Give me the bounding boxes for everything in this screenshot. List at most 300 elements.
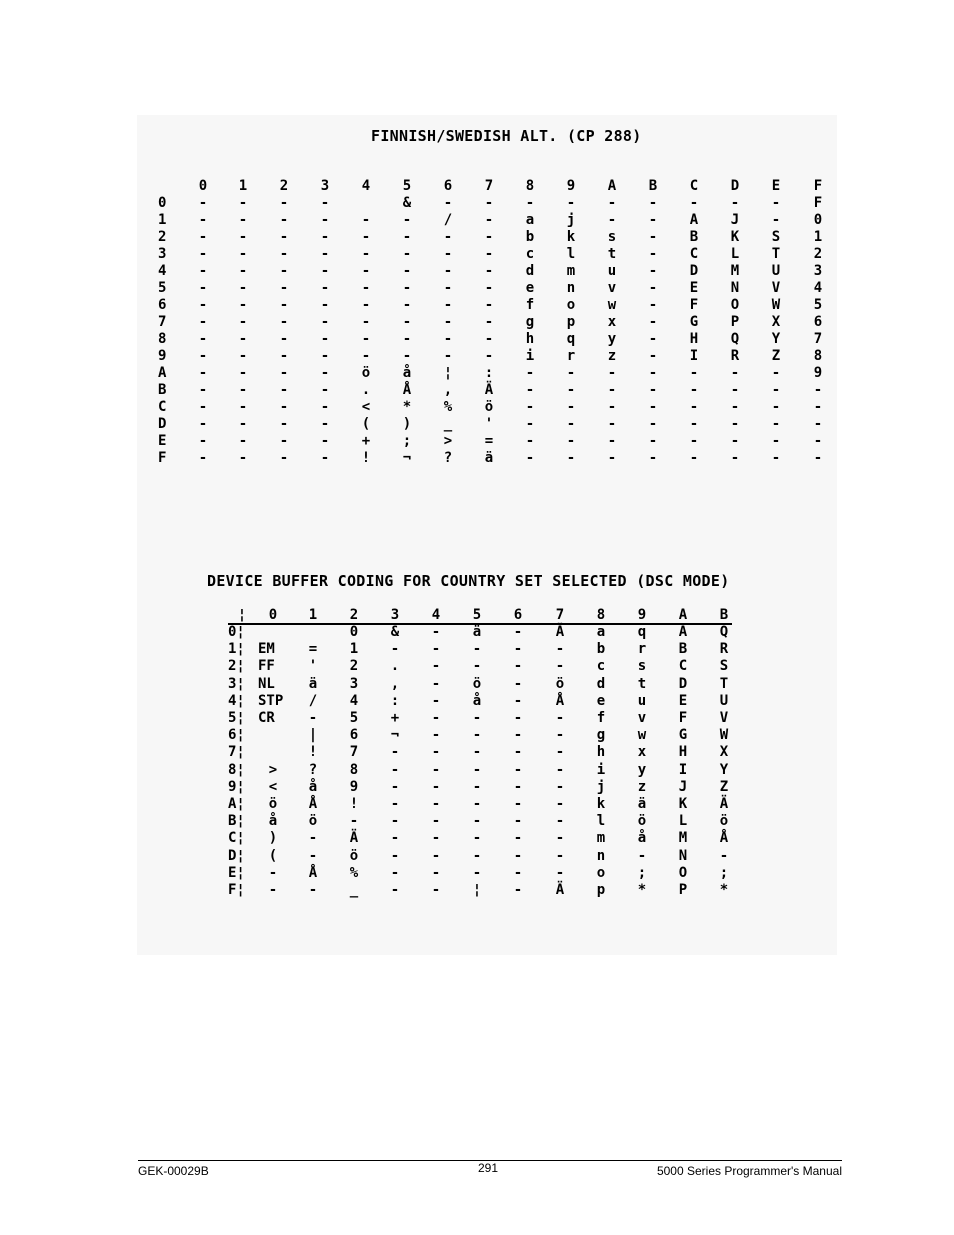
table1-cell: - <box>607 365 617 381</box>
table2-cell: ( <box>268 848 278 864</box>
table1-cell: i <box>525 348 535 364</box>
table2-col-header: 5 <box>472 607 482 623</box>
table1-cell: - <box>320 382 330 398</box>
table1-cell: - <box>402 212 412 228</box>
table1-cell: b <box>525 229 535 245</box>
table2-cell: m <box>596 830 606 846</box>
table2-cell: > <box>268 762 278 778</box>
table1-cell: - <box>238 348 248 364</box>
table2-cell: ! <box>349 796 359 812</box>
table1-cell: - <box>648 365 658 381</box>
table1-cell: - <box>484 195 494 211</box>
table2-col-header: 8 <box>596 607 606 623</box>
table1-cell: - <box>771 450 781 466</box>
table1-cell: W <box>771 297 781 313</box>
table1-cell: A <box>689 212 699 228</box>
table1-cell: - <box>198 450 208 466</box>
table2-cell: - <box>555 744 565 760</box>
table1-cell: - <box>320 348 330 364</box>
table1-cell: l <box>566 246 576 262</box>
table1-cell: c <box>525 246 535 262</box>
table1-cell: v <box>607 280 617 296</box>
table1-cell: X <box>771 314 781 330</box>
table2-cell: ! <box>308 744 318 760</box>
table2-cell: - <box>390 762 400 778</box>
table1-cell: - <box>648 263 658 279</box>
table2-cell: O <box>678 865 688 881</box>
table2-title: DEVICE BUFFER CODING FOR COUNTRY SET SELECTED (DSC MODE) <box>207 572 730 590</box>
table1-cell: - <box>320 246 330 262</box>
table2-cell: * <box>637 882 647 898</box>
table2-cell: ö <box>472 676 482 692</box>
table1-cell: M <box>730 263 740 279</box>
table1-cell: - <box>320 195 330 211</box>
table1-cell: - <box>607 433 617 449</box>
table2-cell: ö <box>308 813 318 829</box>
table2-cell: - <box>472 796 482 812</box>
table1-row-header: 9 <box>158 348 167 364</box>
table1-cell: - <box>525 433 535 449</box>
table1-cell: C <box>689 246 699 262</box>
table2-cell: & <box>390 624 400 640</box>
table2-row-header: B¦ <box>228 813 245 829</box>
table2-cell: - <box>308 848 318 864</box>
table1-cell: - <box>279 365 289 381</box>
table2-cell: 3 <box>349 676 359 692</box>
table1-cell: - <box>279 331 289 347</box>
table1-cell: - <box>771 433 781 449</box>
table2-cell: . <box>390 658 400 674</box>
table1-cell: : <box>484 365 494 381</box>
table1-cell: x <box>607 314 617 330</box>
table1-cell: - <box>771 365 781 381</box>
table2-cell: - <box>349 813 359 829</box>
table2-cell: - <box>513 830 523 846</box>
table1-cell: H <box>689 331 699 347</box>
table2-cell: F <box>678 710 688 726</box>
table1-cell: - <box>198 331 208 347</box>
table1-cell: 4 <box>813 280 823 296</box>
table1-cell: - <box>484 246 494 262</box>
table1-cell: - <box>607 399 617 415</box>
table2-cell: X <box>719 744 729 760</box>
table1-col-header: 2 <box>279 178 289 194</box>
table1-cell: - <box>279 433 289 449</box>
table1-cell: - <box>402 331 412 347</box>
table1-cell: - <box>320 450 330 466</box>
table1-cell: - <box>566 416 576 432</box>
table2-col-header: 7 <box>555 607 565 623</box>
table2-cell: STP <box>258 693 284 709</box>
table1-cell: - <box>238 195 248 211</box>
table1-cell: n <box>566 280 576 296</box>
table2-cell: - <box>431 676 441 692</box>
table1-cell: - <box>320 365 330 381</box>
table2-cell: s <box>637 658 647 674</box>
table2-cell: 0 <box>349 624 359 640</box>
table1-cell: < <box>361 399 371 415</box>
table1-cell: q <box>566 331 576 347</box>
table2-cell: - <box>513 744 523 760</box>
table2-cell: z <box>637 779 647 795</box>
table1-cell: U <box>771 263 781 279</box>
table1-cell: - <box>320 399 330 415</box>
table1-cell: - <box>198 212 208 228</box>
table2-cell: - <box>472 727 482 743</box>
table1-cell: T <box>771 246 781 262</box>
table1-row-header: 2 <box>158 229 167 245</box>
table1-cell: - <box>689 399 699 415</box>
table1-cell: - <box>484 263 494 279</box>
table1-cell: - <box>279 348 289 364</box>
table1-cell: - <box>771 195 781 211</box>
table1-cell: - <box>238 416 248 432</box>
table2-cell: - <box>431 744 441 760</box>
table2-cell: - <box>472 865 482 881</box>
table2-cell: - <box>308 882 318 898</box>
table2-cell: - <box>513 658 523 674</box>
table2-row-header: 0¦ <box>228 624 245 640</box>
table1-cell: - <box>607 195 617 211</box>
table1-cell: P <box>730 314 740 330</box>
table2-cell: u <box>637 693 647 709</box>
table1-cell: - <box>648 212 658 228</box>
table2-cell: 6 <box>349 727 359 743</box>
table1-cell: - <box>771 382 781 398</box>
table1-cell: - <box>443 246 453 262</box>
table1-cell: - <box>361 212 371 228</box>
table1-col-header: 8 <box>525 178 535 194</box>
table1-cell: - <box>443 229 453 245</box>
table2-col-header: 2 <box>349 607 359 623</box>
table2-cell: w <box>637 727 647 743</box>
table2-cell: - <box>513 641 523 657</box>
table2-cell: K <box>678 796 688 812</box>
table2-cell: i <box>596 762 606 778</box>
table2-cell: - <box>390 744 400 760</box>
table2-cell: - <box>390 779 400 795</box>
table1-cell: Q <box>730 331 740 347</box>
table1-cell: - <box>607 416 617 432</box>
table1-cell: - <box>566 195 576 211</box>
table1-cell: - <box>320 229 330 245</box>
table2-cell: ö <box>637 813 647 829</box>
table1-cell: - <box>320 212 330 228</box>
table1-cell: - <box>771 399 781 415</box>
table2-cell: - <box>555 848 565 864</box>
table2-cell: d <box>596 676 606 692</box>
table1-cell: - <box>813 450 823 466</box>
table1-cell: - <box>238 246 248 262</box>
table1-cell: - <box>361 348 371 364</box>
table1-cell: - <box>279 195 289 211</box>
table1-row-header: 6 <box>158 297 167 313</box>
table2-cell: o <box>596 865 606 881</box>
table1-col-header: 0 <box>198 178 208 194</box>
table2-cell: - <box>431 813 441 829</box>
table2-cell: T <box>719 676 729 692</box>
table2-cell: - <box>472 779 482 795</box>
table1-cell: s <box>607 229 617 245</box>
table1-cell: - <box>238 365 248 381</box>
table1-cell: - <box>279 229 289 245</box>
table2-cell: - <box>431 865 441 881</box>
table1-cell: - <box>320 416 330 432</box>
table2-cell: å <box>308 779 318 795</box>
table2-cell: ä <box>637 796 647 812</box>
table1-cell: - <box>361 331 371 347</box>
table2-cell: ¦ <box>472 882 482 898</box>
table2-cell: - <box>268 865 278 881</box>
table1-cell: / <box>443 212 453 228</box>
table2-row-header: 5¦ <box>228 710 245 726</box>
table2-cell: + <box>390 710 400 726</box>
table1-cell: - <box>484 348 494 364</box>
table2-cell: D <box>678 676 688 692</box>
table1-col-header: B <box>648 178 658 194</box>
table2-cell: - <box>637 848 647 864</box>
table1-cell: - <box>279 314 289 330</box>
table1-col-header: C <box>689 178 699 194</box>
footer-manual-title: 5000 Series Programmer's Manual <box>656 1164 842 1178</box>
table1-cell: - <box>525 195 535 211</box>
table2-cell: - <box>390 848 400 864</box>
table1-cell: - <box>279 212 289 228</box>
table1-col-header: 7 <box>484 178 494 194</box>
table2-cell: - <box>513 796 523 812</box>
table1-cell: - <box>443 331 453 347</box>
table1-cell: - <box>279 382 289 398</box>
table1-cell: - <box>813 382 823 398</box>
table1-cell: - <box>689 195 699 211</box>
table1-cell: - <box>198 229 208 245</box>
table1-cell: V <box>771 280 781 296</box>
table1-cell: 7 <box>813 331 823 347</box>
table1-cell: - <box>361 229 371 245</box>
table2-col-header: 3 <box>390 607 400 623</box>
table2-cell: c <box>596 658 606 674</box>
table1-cell: - <box>648 348 658 364</box>
table1-cell: 9 <box>813 365 823 381</box>
table2-cell: ö <box>349 848 359 864</box>
table1-cell: - <box>607 450 617 466</box>
table1-cell: - <box>198 399 208 415</box>
table1-cell: h <box>525 331 535 347</box>
table1-col-header: 1 <box>238 178 248 194</box>
table1-cell: _ <box>443 416 453 432</box>
table2-cell: P <box>678 882 688 898</box>
table2-cell: 5 <box>349 710 359 726</box>
table1-cell: - <box>238 450 248 466</box>
table1-cell: d <box>525 263 535 279</box>
table1-row-header: 0 <box>158 195 167 211</box>
table1-cell: u <box>607 263 617 279</box>
table1-cell: - <box>730 450 740 466</box>
table1-cell: - <box>648 399 658 415</box>
table2-cell: I <box>678 762 688 778</box>
table2-cell: - <box>390 813 400 829</box>
table2-cell: - <box>308 710 318 726</box>
table1-cell: 0 <box>813 212 823 228</box>
table2-cell: å <box>268 813 278 829</box>
table1-cell: - <box>813 399 823 415</box>
table2-col-header: 4 <box>431 607 441 623</box>
table1-col-header: 6 <box>443 178 453 194</box>
table1-cell: J <box>730 212 740 228</box>
table1-row-header: D <box>158 416 167 432</box>
table2-col-header: B <box>719 607 729 623</box>
table2-col-header: 0 <box>268 607 278 623</box>
table1-col-header: D <box>730 178 740 194</box>
table1-cell: - <box>648 246 658 262</box>
table2-cell: FF <box>258 658 275 674</box>
table1-cell: - <box>607 212 617 228</box>
table2-cell: Å <box>308 865 318 881</box>
table1-row-header: B <box>158 382 167 398</box>
table2-cell: - <box>555 830 565 846</box>
table1-cell: R <box>730 348 740 364</box>
table2-cell: - <box>390 830 400 846</box>
table1-cell: & <box>402 195 412 211</box>
table1-cell: - <box>402 297 412 313</box>
table2-cell: v <box>637 710 647 726</box>
table1-cell: ö <box>361 365 371 381</box>
table1-cell: - <box>771 212 781 228</box>
table1-cell: - <box>238 314 248 330</box>
table2-cell: å <box>472 693 482 709</box>
table1-cell: G <box>689 314 699 330</box>
table1-cell: t <box>607 246 617 262</box>
table1-cell: ! <box>361 450 371 466</box>
table2-cell: ä <box>472 624 482 640</box>
table2-cell: - <box>472 830 482 846</box>
table1-cell: - <box>443 280 453 296</box>
table1-cell: - <box>198 280 208 296</box>
table2-row-header: 6¦ <box>228 727 245 743</box>
table1-cell: - <box>198 314 208 330</box>
table2-cell: - <box>472 658 482 674</box>
table1-cell: O <box>730 297 740 313</box>
table2-cell: - <box>513 676 523 692</box>
table1-cell: - <box>198 433 208 449</box>
table1-col-header: A <box>607 178 617 194</box>
table2-cell: y <box>637 762 647 778</box>
table2-cell: Ä <box>555 624 565 640</box>
table1-row-header: 1 <box>158 212 167 228</box>
table1-cell: . <box>361 382 371 398</box>
table1-cell: - <box>648 229 658 245</box>
table1-cell: - <box>402 263 412 279</box>
table2-cell: - <box>390 641 400 657</box>
footer-page-number: 291 <box>478 1161 499 1175</box>
table1-cell: o <box>566 297 576 313</box>
table2-cell: - <box>390 865 400 881</box>
table2-col-header: 9 <box>637 607 647 623</box>
table2-cell: - <box>431 848 441 864</box>
table2-cell: - <box>513 624 523 640</box>
table2-cell: - <box>555 658 565 674</box>
table2-cell: - <box>513 865 523 881</box>
table1-cell: - <box>402 348 412 364</box>
table2-cell: - <box>472 848 482 864</box>
table1-cell: - <box>361 297 371 313</box>
table2-cell: 8 <box>349 762 359 778</box>
table1-col-header: 4 <box>361 178 371 194</box>
table2-row-header: 3¦ <box>228 676 245 692</box>
table1-cell: - <box>525 365 535 381</box>
table1-cell: - <box>730 416 740 432</box>
table2-cell: - <box>513 727 523 743</box>
table1-cell: - <box>648 382 658 398</box>
table1-cell: - <box>648 297 658 313</box>
table1-cell: ; <box>402 433 412 449</box>
table2-cell: 1 <box>349 641 359 657</box>
table1-cell: - <box>402 314 412 330</box>
table1-cell: m <box>566 263 576 279</box>
table1-title: FINNISH/SWEDISH ALT. (CP 288) <box>371 127 642 145</box>
table2-row-header: 1¦ <box>228 641 245 657</box>
table2-cell: - <box>431 727 441 743</box>
table1-cell: 3 <box>813 263 823 279</box>
table2-cell: - <box>555 710 565 726</box>
table1-cell: - <box>484 280 494 296</box>
table1-cell: - <box>648 433 658 449</box>
table1-row-header: 5 <box>158 280 167 296</box>
table1-cell: - <box>198 246 208 262</box>
table1-cell: % <box>443 399 453 415</box>
table1-cell: - <box>238 331 248 347</box>
table1-cell: I <box>689 348 699 364</box>
table2-row-header: F¦ <box>228 882 245 898</box>
table1-cell: - <box>484 229 494 245</box>
table1-row-header: 3 <box>158 246 167 262</box>
table1-cell: - <box>813 433 823 449</box>
table1-cell: - <box>238 382 248 398</box>
table2-cell: q <box>637 624 647 640</box>
table2-col-header: 6 <box>513 607 523 623</box>
table2-cell: N <box>678 848 688 864</box>
table2-cell: - <box>513 882 523 898</box>
table1-row-header: 8 <box>158 331 167 347</box>
table1-cell: r <box>566 348 576 364</box>
table1-cell: - <box>198 382 208 398</box>
table1-cell: - <box>813 416 823 432</box>
table2-cell: - <box>513 710 523 726</box>
table2-row-header: C¦ <box>228 830 245 846</box>
table1-cell: - <box>198 365 208 381</box>
table1-cell: - <box>730 195 740 211</box>
table1-cell: p <box>566 314 576 330</box>
footer-document-id: GEK-00029B <box>138 1164 209 1178</box>
table1-cell: - <box>238 433 248 449</box>
table2-cell: - <box>431 658 441 674</box>
table1-cell: - <box>730 399 740 415</box>
table2-cell: - <box>513 848 523 864</box>
table1-cell: Ä <box>484 382 494 398</box>
table1-cell: - <box>320 314 330 330</box>
table1-cell: j <box>566 212 576 228</box>
table2-cell: - <box>268 882 278 898</box>
table1-cell: a <box>525 212 535 228</box>
table1-cell: - <box>238 297 248 313</box>
table1-cell: - <box>607 382 617 398</box>
table2-corner: ¦ <box>237 607 247 623</box>
table2-cell: - <box>472 762 482 778</box>
table1-cell: - <box>238 229 248 245</box>
table2-cell: j <box>596 779 606 795</box>
table1-cell: N <box>730 280 740 296</box>
table1-cell: - <box>730 382 740 398</box>
